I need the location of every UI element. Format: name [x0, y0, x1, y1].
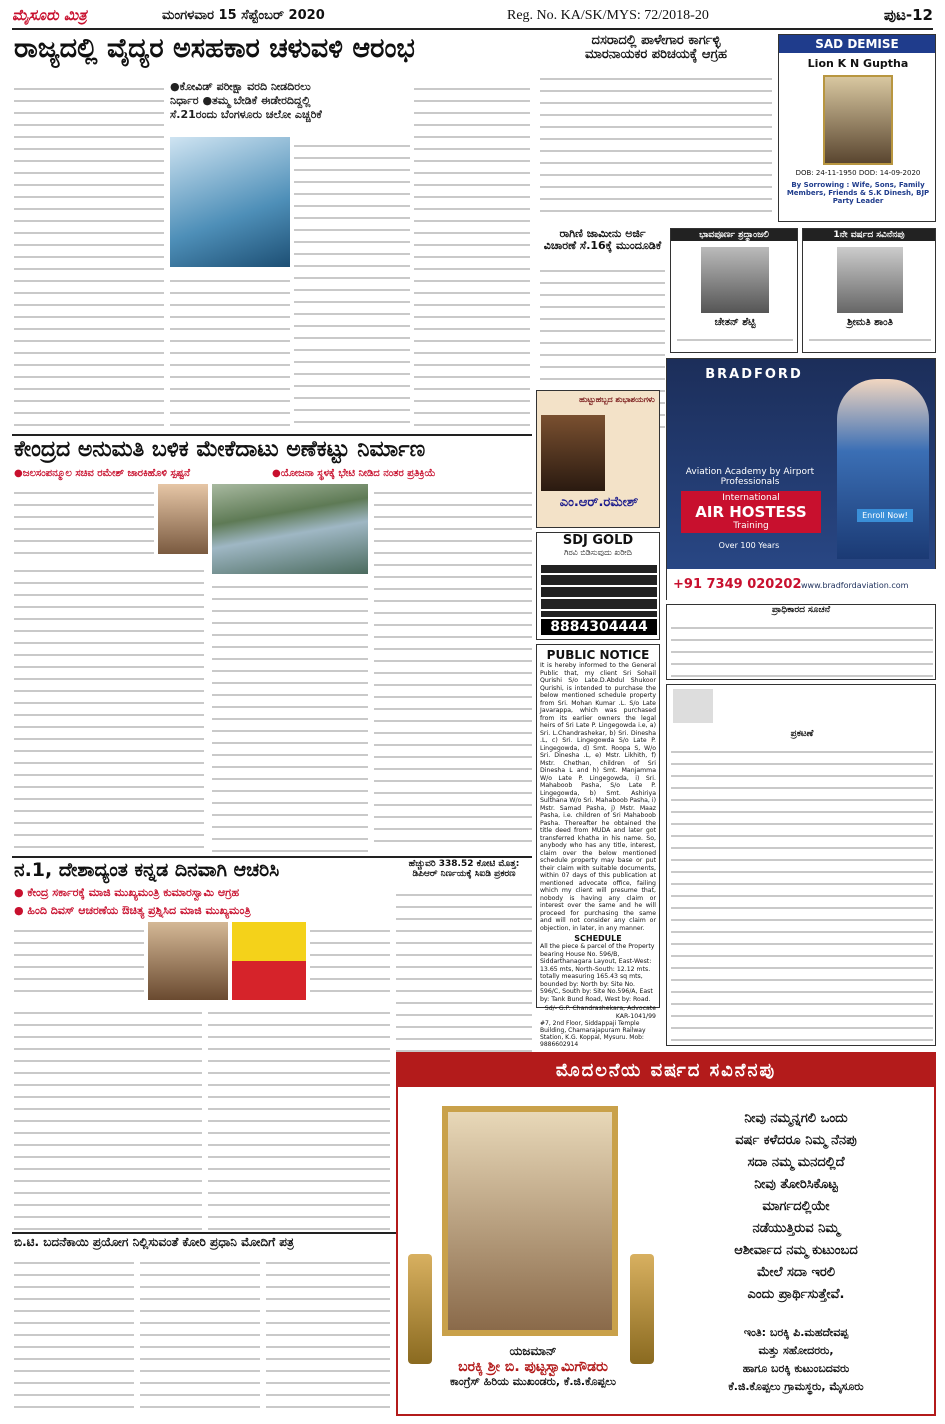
birthday-person-name: ಎಂ.ಆರ್.ರಮೇಶ್: [559, 495, 639, 510]
memorial-from-2: ಮತ್ತು ಸಹೋದರರು,: [758, 1344, 834, 1357]
story5-column-2: [208, 1004, 390, 1230]
registration-number: Reg. No. KA/SK/MYS: 72/2018-20: [507, 8, 709, 23]
govt-notice-1: [666, 604, 936, 680]
story5-column-top-right: [310, 922, 390, 1000]
memorial-line-7: ಆಶೀರ್ವಾದ ನಮ್ಮ ಕುಟುಂಬದ: [734, 1243, 858, 1258]
smart-story-headline: [396, 860, 532, 880]
story5-sub-2: ● ಹಿಂದಿ ದಿವಸ್ ಆಚರಣೆಯ ಔಚಿತ್ಯ ಪ್ರಶ್ನಿಸಿದ ಮಾಜಿ ಮುಖ್ಯಮಂತ್ರಿ: [14, 904, 251, 917]
story2-headline-line1: ದಸರಾದಲ್ಲಿ ಪಾಳೇಗಾರ ಕಾರ್ಗಳ್ಳಿ: [591, 33, 721, 48]
deceased-photo: [823, 75, 893, 165]
masthead: [12, 4, 933, 30]
gold-ad: [536, 532, 660, 640]
story1-column-4: [414, 80, 530, 432]
bradford-ad: [666, 358, 936, 600]
story4-column-3: [374, 484, 532, 852]
story4-sub-2: ●ಯೋಜನಾ ಸ್ಥಳಕ್ಕೆ ಭೇಟಿ ನೀಡಿದ ನಂತರ ಪ್ರತಿಕ್ರಿಯೆ: [272, 468, 436, 479]
story2-headline-line2: ಮಾರನಾಯಕರ ಪರಿಚಯಕ್ಕೆ ಆಗ್ರಹ: [584, 47, 728, 63]
smart-story-headline-line2: ಡಿಪಿಆರ್ ನಿರ್ಣಯಕ್ಕೆ ಸಿಐಡಿ ಪ್ರಕರಣ: [412, 868, 516, 879]
divider-2: [12, 856, 532, 858]
tribute-ad-1: [670, 228, 798, 353]
story4-sub-1: ●ಜಲಸಂಪನ್ಮೂಲ ಸಚಿವ ರಮೇಶ್ ಜಾರಕಿಹೊಳಿ ಸ್ಪಷ್ಟನೆ: [14, 468, 190, 479]
tribute2-photo: [837, 247, 903, 313]
story6-column-1: [14, 1254, 134, 1414]
deceased-name: Lion K N Guptha: [807, 57, 909, 70]
story3-headline-line1: ರಾಗಿಣಿ ಜಾಮೀನು ಅರ್ಜಿ: [559, 227, 646, 240]
tribute1-name: ಚೇತನ್ ಶೆಟ್ಟಿ: [714, 317, 756, 328]
memorial-line-3: ಸದಾ ನಮ್ಮ ಮನದಲ್ಲಿದೆ: [747, 1155, 845, 1170]
story4-column-1: [14, 562, 204, 852]
public-notice-schedule: All the piece & parcel of the Property bearing House No. 596/B, Siddarthanagara Layout, East-West: 13.65 mts, North-South: 12.12 mts. totally measuring 165.43 sq mts, bounded by: North by: Site No. 596/C, South by: Site No.596/A, East by: Tank Bund Road, West by: Road.: [540, 943, 655, 1003]
govt-notice-2: [666, 684, 936, 1046]
bradford-tagline: Aviation Academy by Airport Professionals: [685, 467, 815, 487]
sad-demise-title: SAD DEMISE: [779, 35, 935, 53]
memorial-line-2: ವರ್ಷ ಕಳೆದರೂ ನಿಮ್ಮ ನೆನಪು: [735, 1133, 857, 1148]
story1-subheads: [170, 80, 410, 135]
bradford-contact-bar: [667, 569, 937, 601]
govt-emblem: [673, 689, 713, 723]
bradford-course-line1: International: [722, 493, 780, 503]
public-notice-title: PUBLIC NOTICE: [546, 648, 650, 662]
tribute2-title: 1ನೇ ವರ್ಷದ ಸವಿನೆನಪು: [803, 229, 935, 241]
memorial-role: ಕಾಂಗ್ರೆಸ್ ಹಿರಿಯ ಮುಖಂಡರು, ಕೆ.ಜಿ.ಕೊಪ್ಪಲು: [449, 1375, 616, 1388]
memorial-from-3: ಹಾಗೂ ಬರಕ್ಕಿ ಕುಟುಂಬದವರು: [742, 1362, 850, 1375]
tribute-ad-2: [802, 228, 936, 353]
public-notice: [536, 644, 660, 1048]
minister-photo: [158, 484, 208, 554]
story4-column-2: [212, 578, 368, 852]
sad-demise-ad: [778, 34, 936, 222]
kannada-flag: [232, 922, 306, 1000]
tribute1-photo: [701, 247, 769, 313]
story6-headline: ಬಿ.ಟಿ. ಬದನೆಕಾಯಿ ಪ್ರಯೋಗ ನಿಲ್ಲಿಸುವಂತೆ ಕೋರಿ ಪ್ರಧಾನಿ ಮೋದಿಗೆ ಪತ್ರ: [14, 1235, 294, 1249]
page-number: ಪುಟ-12: [883, 6, 933, 24]
smart-story-headline-line1: ಹೆಚ್ಚುವರಿ 338.52 ಕೋಟಿ ಮೊತ್ತ:: [408, 859, 520, 869]
tribute2-text: [809, 331, 931, 349]
birthday-person-photo: [541, 415, 605, 491]
memorial-line-5: ಮಾರ್ಗದಲ್ಲಿಯೇ: [762, 1199, 830, 1214]
story1-headline: ರಾಜ್ಯದಲ್ಲಿ ವೈದ್ಯರ ಅಸಹಕಾರ ಚಳುವಳಿ ಆರಂಭ: [14, 33, 415, 64]
story3-headline: [540, 228, 665, 252]
bradford-brand: BRADFORD: [705, 367, 803, 382]
story5-sub-1: ● ಕೇಂದ್ರ ಸರ್ಕಾರಕ್ಕೆ ಮಾಜಿ ಮುಖ್ಯಮಂತ್ರಿ ಕುಮಾರಸ್ವಾಮಿ ಆಗ್ರಹ: [14, 886, 240, 899]
public-notice-body: It is hereby informed to the General Public that, my client Sri Sohail Qurishi S/o Late.D.Abdul Shukoor Qurishi, is intended to purchase the below mentioned schedule property from Sri. Mohan Kumar .L. S/o Late Javarappa, which was purchased from its earlier owners the legal heirs of Sri Late P. Lingegowda i.e, a) Sri. L.Chandrashekar, b) Sri. Dinesha .L, c) Sri. Lingegowda S/o Late P. Lingegowda, d) Smt. Roopa S, W/o Sri. Dinesha .L, e) Mstr. Likhith, f) Mstr. Chethan, children of Sri Dinesha L and h) Smt. Manjamma W/o Late P. Lingegowda, i) Sri. Mahaboob Pasha, S/o Late P. Lingegowda, b) Smt. Ashiriya Sulthana W/o Sri. Mahaboob Pasha, i) Mstr. Samad Pasha, j) Mstr. Maaz Pasha, i.e. children of Sri Mahaboob Pasha. Thereafter he obtained the title deed from MUDA and later got transferred khatha in his name. So, anybody who has any title, interest, claim over the below mentioned schedule property may base or put their claim with suitable documents, within 07 days of this publication at mentioned advocate office, failing which my client will presume that, nobody is having any claim or interest over the same and he will proceed for purchasing the same and will not consider any claim or objection, in later, in any manner.: [540, 662, 656, 932]
air-hostess-image: [837, 379, 929, 559]
story3-headline-line2: ವಿಚಾರಣೆ ಸೆ.16ಕ್ಕೆ ಮುಂದೂಡಿಕೆ: [543, 239, 662, 253]
memorial-line-9: ಎಂದು ಪ್ರಾರ್ಥಿಸುತ್ತೇವೆ.: [747, 1287, 845, 1302]
bradford-website: www.bradfordaviation.com: [801, 581, 909, 590]
govt-notice-1-title: ಪ್ರಾಧಿಕಾರದ ಸೂಚನೆ: [771, 605, 831, 615]
gold-ad-title: SDJ GOLD: [562, 533, 634, 548]
memorial-line-6: ನಡೆಯುತ್ತಿರುವ ನಿಮ್ಮ: [752, 1221, 840, 1236]
story5-intro: [14, 922, 144, 1000]
memorial-name: ಬರಕ್ಕಿ ಶ್ರೀ ಬಿ. ಪುಟ್ಟಸ್ವಾಮಿಗೌಡರು: [458, 1359, 608, 1375]
bradford-course: [681, 491, 821, 533]
memorial-name-block: [408, 1344, 658, 1389]
deceased-dates: DOB: 24-11-1950 DOD: 14-09-2020: [795, 169, 921, 177]
memorial-from-4: ಕೆ.ಜಿ.ಕೊಪ್ಪಲು ಗ್ರಾಮಸ್ಥರು, ಮೈಸೂರು: [728, 1380, 864, 1393]
memorial-line-1: ನೀವು ನಮ್ಮನ್ನಗಲಿ ಒಂದು: [744, 1111, 848, 1126]
sad-demise-footer: By Sorrowing : Wife, Sons, Family Members, Friends & S.K Dinesh, BJP Party Leader: [786, 181, 930, 205]
govt-notice-2-body: [671, 743, 933, 1041]
bradford-phone: +91 7349 020202: [673, 577, 802, 592]
govt-notice-2-title: ಪ್ರಕಟಣೆ: [790, 729, 814, 739]
bradford-course-line3: Training: [733, 521, 769, 531]
gold-ad-subtitle: ಗಿರವಿ ಬಿಡಿಸುವುದು ಖರೀದಿ: [564, 548, 632, 557]
story6-column-2: [140, 1254, 260, 1414]
bradford-enroll-button: Enroll Now!: [857, 509, 913, 522]
tribute2-name: ಶ್ರೀಮತಿ ಶಾಂತಿ: [847, 317, 893, 328]
story1-sub-3: ಸೆ.21ರಂದು ಬೆಂಗಳೂರು ಚಲೋ ಎಚ್ಚರಿಕೆ: [170, 108, 322, 121]
memorial-portrait: [442, 1106, 618, 1336]
story1-sub-2: ನಿರ್ಧಾರ ●ತಮ್ಮ ಬೇಡಿಕೆ ಈಡೇರದಿದ್ದಲ್ಲಿ: [170, 94, 311, 107]
story2-body: [540, 70, 772, 222]
gold-ad-phone: 8884304444: [541, 619, 657, 635]
memorial-ad: [396, 1052, 936, 1416]
public-notice-schedule-title: SCHEDULE: [574, 934, 622, 943]
divider: [12, 434, 532, 436]
memorial-title: ಮೊದಲನೆಯ ವರ್ಷದ ಸವಿನೆನಪು: [398, 1054, 934, 1087]
story2-headline: [540, 34, 772, 63]
mekedatu-photo: [212, 484, 368, 574]
story1-photo-ppe-kit: [170, 137, 290, 267]
bradford-years: Over 100 Years: [718, 541, 780, 550]
memorial-from-1: ಇಂತಿ: ಬರಕ್ಕಿ ಪಿ.ಮಹದೇವಪ್ಪ: [743, 1326, 849, 1339]
story1-column-1: [14, 80, 164, 432]
memorial-name-label: ಯಜಮಾನ್: [509, 1344, 557, 1358]
birthday-greeting: ಹುಟ್ಟುಹಬ್ಬದ ಶುಭಾಶಯಗಳು: [579, 395, 655, 404]
govt-notice-1-body: [671, 619, 933, 677]
tribute1-text: [677, 331, 793, 349]
memorial-message: [668, 1108, 924, 1306]
kumaraswamy-photo: [148, 922, 228, 1000]
public-notice-address: #7, 2nd Floor, Siddappaji Temple Building, Chamarajapuram Railway Station, K.G. Koppal, Mysuru. Mob: 9886602914: [540, 1020, 646, 1048]
story1-sub-1: ●ಕೋವಿಡ್ ಪರೀಕ್ಷಾ ವರದಿ ನೀಡದಿರಲು: [170, 80, 311, 93]
public-notice-signature: Sd/- G.P. Chandrashekara, Advocate KAR-1041/99: [544, 1005, 656, 1020]
story5-column-1: [14, 1004, 202, 1230]
tribute1-title: ಭಾವಪೂರ್ಣ ಶ್ರದ್ಧಾಂಜಲಿ: [671, 229, 797, 241]
story4-headline: ಕೇಂದ್ರದ ಅನುಮತಿ ಬಳಿಕ ಮೇಕೆದಾಟು ಅಣೆಕಟ್ಟು ನಿರ್ಮಾಣ: [14, 437, 426, 462]
story5-headline: ನ.1, ದೇಶಾದ್ಯಂತ ಕನ್ನಡ ದಿನವಾಗಿ ಆಚರಿಸಿ: [14, 859, 280, 881]
memorial-line-4: ನೀವು ತೋರಿಸಿಕೊಟ್ಟ: [754, 1177, 838, 1192]
issue-date: ಮಂಗಳವಾರ 15 ಸೆಪ್ಟೆಂಬರ್ 2020: [162, 8, 325, 23]
story1-column-3: [294, 137, 410, 432]
story6-column-3: [266, 1254, 390, 1414]
newspaper-logo: ಮೈಸೂರು ಮಿತ್ರ: [12, 6, 87, 24]
bradford-course-line2: AIR HOSTESS: [695, 503, 807, 521]
story1-column-2: [170, 272, 290, 432]
memorial-from-block: [668, 1324, 924, 1396]
story4-column-1a: [14, 484, 154, 559]
memorial-line-8: ಮೇಲೆ ಸದಾ ಇರಲಿ: [756, 1265, 836, 1280]
birthday-ad: [536, 390, 660, 528]
gold-ad-details: [541, 565, 657, 617]
